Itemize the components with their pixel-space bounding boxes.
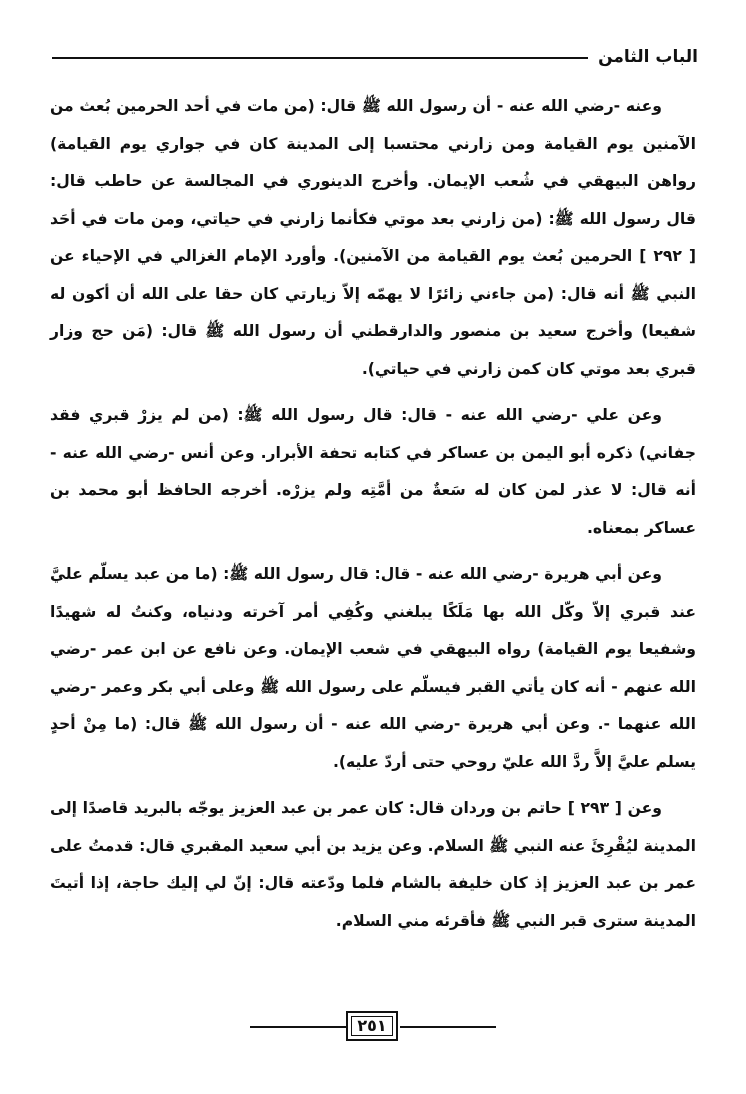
page-number: ٢٥١ xyxy=(346,1011,398,1041)
paragraph-4: وعن [ ٢٩٣ ] حاتم بن وردان قال: كان عمر بن عبد العزيز يوجّه بالبريد قاصدًا إلى المدينة ليُقْرِئَ عنه النبي ﷺ السلام. وعن يزيد بن أبي سعيد المقبري قال: قدمتُ على عمر بن عبد العزيز إذ كان خليفة بالشام فلما ودّعته قال: إنّ لي إليك حاجة، إذا أتيتَ المدينة سترى قبر النبي ﷺ فأقرئه مني السلام. xyxy=(50,799,696,930)
footer-rule-left xyxy=(250,1026,346,1028)
page-footer xyxy=(0,1008,746,1048)
body-text xyxy=(50,88,696,949)
paragraph-2: وعن علي -رضي الله عنه - قال: قال رسول الله ﷺ: (من لم يزرْ قبري فقد جفاني) ذكره أبو اليمن بن عساكر في كتابه تحفة الأبرار. وعن أنس -رضي الله عنه - أنه قال: لا عذر لمن كان له سَعةٌ من أمَّتِه ولم يزرْه. أخرجه الحافظ أبو محمد بن عساكر بمعناه. xyxy=(50,406,696,537)
paragraph-3: وعن أبي هريرة -رضي الله عنه - قال: قال رسول الله ﷺ: (ما من عبد يسلّم عليَّ عند قبري إلاّ وكّل الله بها مَلَكًا يبلغني وكُفِي أمر آخرته ودنياه، وكنتُ له شهيدًا وشفيعا يوم القيامة) رواه البيهقي في شعب الإيمان. وعن نافع عن ابن عمر -رضي الله عنهم - أنه كان يأتي القبر فيسلّم على رسول الله ﷺ وعلى أبي بكر وعمر -رضي الله عنهما -. وعن أبي هريرة -رضي الله عنه - أن رسول الله ﷺ قال: (ما مِنْ أحدٍ يسلم عليَّ إلاَّ ردَّ الله عليّ روحي حتى أردّ عليه). xyxy=(50,565,696,771)
running-header xyxy=(52,42,698,72)
footer-rule-right xyxy=(400,1026,496,1028)
chapter-title: الباب الثامن xyxy=(598,47,698,67)
paragraph-1: وعنه -رضي الله عنه - أن رسول الله ﷺ قال: (من مات في أحد الحرمين بُعث من الآمنين يوم القيامة ومن زارني محتسبا إلى المدينة كان في جواري يوم القيامة) رواهن البيهقي في شُعب الإيمان. وأخرج الدينوري في المجالسة عن حاطب قال: قال رسول الله ﷺ: (من زارني بعد موتي فكأنما زارني في حياتي، ومن مات في أحَد [ ٢٩٢ ] الحرمين بُعث يوم القيامة من الآمنين). وأورد الإمام الغزالي في الإحياء عن النبي ﷺ أنه قال: (من جاءني زائرًا لا يهمّه إلاّ زيارتي كان حقا على الله أن أكون له شفيعا) وأخرج سعيد بن منصور والدارقطني أن رسول الله ﷺ قال: (مَن حج وزار قبري بعد موتي كان كمن زارني في حياتي). xyxy=(50,97,696,378)
header-rule xyxy=(52,57,588,59)
